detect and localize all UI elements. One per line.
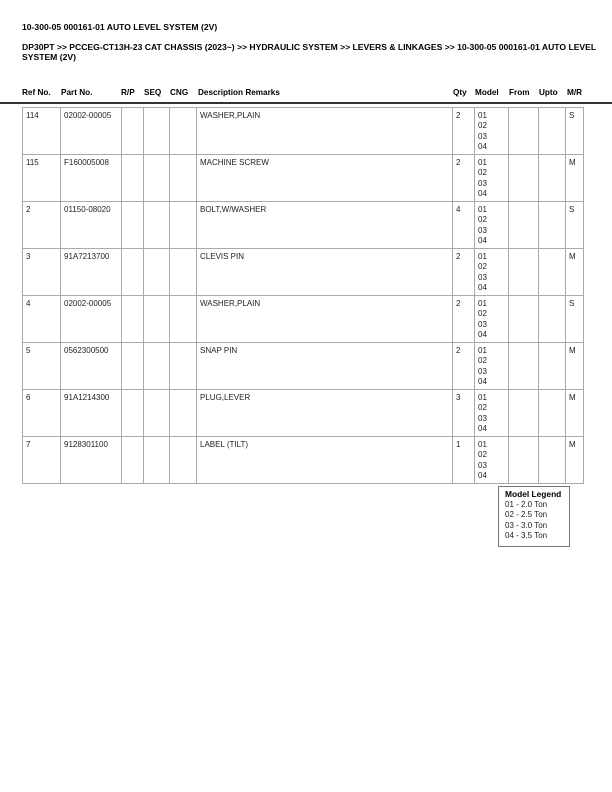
model-code: 01 xyxy=(478,299,487,308)
model-code: 03 xyxy=(478,178,487,188)
cell-model xyxy=(475,296,509,343)
cell-part-no: F160005008 xyxy=(61,155,122,202)
cell-cng xyxy=(170,249,197,296)
model-code: 03 xyxy=(478,131,487,141)
cell-cng xyxy=(170,390,197,437)
cell-description: WASHER,PLAIN xyxy=(197,108,453,155)
cell-description: MACHINE SCREW xyxy=(197,155,453,202)
col-cng: CNG xyxy=(170,88,189,97)
col-seq: SEQ xyxy=(144,88,162,97)
cell-mr: M xyxy=(566,390,584,437)
cell-from xyxy=(509,343,539,390)
cell-seq xyxy=(144,202,170,249)
cell-rp xyxy=(122,155,144,202)
table-row xyxy=(23,155,584,202)
cell-from xyxy=(509,155,539,202)
legend-item: 03 - 3.0 Ton xyxy=(505,520,548,530)
col-model: Model xyxy=(475,88,499,97)
col-qty: Qty xyxy=(453,88,467,97)
table-row xyxy=(23,249,584,296)
col-from: From xyxy=(509,88,530,97)
cell-rp xyxy=(122,390,144,437)
cell-upto xyxy=(539,249,566,296)
cell-description: SNAP PIN xyxy=(197,343,453,390)
cell-ref-no: 3 xyxy=(23,249,61,296)
cell-model xyxy=(475,249,509,296)
cell-qty: 2 xyxy=(453,155,475,202)
parts-table xyxy=(22,107,584,484)
page-title: 10-300-05 000161-01 AUTO LEVEL SYSTEM (2V) xyxy=(22,22,218,32)
cell-cng xyxy=(170,155,197,202)
cell-upto xyxy=(539,343,566,390)
cell-upto xyxy=(539,390,566,437)
model-code: 03 xyxy=(478,413,487,423)
cell-rp xyxy=(122,437,144,484)
model-code: 01 xyxy=(478,440,487,449)
col-upto: Upto xyxy=(539,88,558,97)
model-code: 02 xyxy=(478,450,487,460)
cell-part-no: 02002-00005 xyxy=(61,108,122,155)
cell-rp xyxy=(122,249,144,296)
cell-seq xyxy=(144,108,170,155)
model-code: 03 xyxy=(478,319,487,329)
cell-model xyxy=(475,202,509,249)
model-code: 04 xyxy=(478,188,487,198)
cell-rp xyxy=(122,202,144,249)
cell-ref-no: 6 xyxy=(23,390,61,437)
cell-cng xyxy=(170,437,197,484)
model-code: 03 xyxy=(478,366,487,376)
table-row xyxy=(23,296,584,343)
col-ref-no: Ref No. xyxy=(22,88,51,97)
model-code: 04 xyxy=(478,235,487,245)
model-code: 02 xyxy=(478,309,487,319)
model-code: 01 xyxy=(478,252,487,261)
header-divider xyxy=(0,102,612,104)
model-code: 04 xyxy=(478,470,487,480)
cell-qty: 2 xyxy=(453,249,475,296)
cell-ref-no: 5 xyxy=(23,343,61,390)
model-code: 02 xyxy=(478,168,487,178)
cell-ref-no: 4 xyxy=(23,296,61,343)
model-code: 04 xyxy=(478,329,487,339)
cell-qty: 4 xyxy=(453,202,475,249)
col-description: Description Remarks xyxy=(198,88,280,97)
cell-ref-no: 114 xyxy=(23,108,61,155)
cell-mr: S xyxy=(566,108,584,155)
cell-from xyxy=(509,108,539,155)
cell-from xyxy=(509,390,539,437)
cell-model xyxy=(475,390,509,437)
model-code: 01 xyxy=(478,158,487,167)
col-mr: M/R xyxy=(567,88,583,97)
model-code: 01 xyxy=(478,393,487,402)
cell-qty: 2 xyxy=(453,108,475,155)
cell-seq xyxy=(144,390,170,437)
model-code: 02 xyxy=(478,121,487,131)
cell-mr: S xyxy=(566,296,584,343)
legend-item: 01 - 2.0 Ton xyxy=(505,500,548,510)
cell-description: CLEVIS PIN xyxy=(197,249,453,296)
cell-part-no: 02002-00005 xyxy=(61,296,122,343)
cell-mr: S xyxy=(566,202,584,249)
cell-ref-no: 115 xyxy=(23,155,61,202)
cell-cng xyxy=(170,296,197,343)
cell-ref-no: 7 xyxy=(23,437,61,484)
cell-seq xyxy=(144,249,170,296)
cell-part-no: 91A1214300 xyxy=(61,390,122,437)
cell-mr: M xyxy=(566,155,584,202)
breadcrumb: DP30PT >> PCCEG-CT13H-23 CAT CHASSIS (2023~) >> HYDRAULIC SYSTEM >> LEVERS & LINKAGES >> 10-300-05 000161-01 AUTO LEVEL SYSTEM (2V) xyxy=(22,42,596,62)
table-row xyxy=(23,202,584,249)
cell-upto xyxy=(539,202,566,249)
cell-description: WASHER,PLAIN xyxy=(197,296,453,343)
cell-part-no: 91A7213700 xyxy=(61,249,122,296)
cell-seq xyxy=(144,437,170,484)
cell-rp xyxy=(122,343,144,390)
cell-cng xyxy=(170,343,197,390)
model-code: 03 xyxy=(478,225,487,235)
model-code: 04 xyxy=(478,141,487,151)
col-part-no: Part No. xyxy=(61,88,93,97)
cell-upto xyxy=(539,296,566,343)
cell-from xyxy=(509,249,539,296)
cell-from xyxy=(509,202,539,249)
cell-rp xyxy=(122,296,144,343)
cell-model xyxy=(475,108,509,155)
cell-cng xyxy=(170,108,197,155)
model-legend xyxy=(498,486,570,547)
model-code: 03 xyxy=(478,460,487,470)
model-code: 04 xyxy=(478,282,487,292)
cell-mr: M xyxy=(566,343,584,390)
cell-qty: 1 xyxy=(453,437,475,484)
cell-mr: M xyxy=(566,249,584,296)
model-code: 04 xyxy=(478,423,487,433)
cell-from xyxy=(509,296,539,343)
legend-item: 02 - 2.5 Ton xyxy=(505,510,548,520)
cell-ref-no: 2 xyxy=(23,202,61,249)
legend-item: 04 - 3.5 Ton xyxy=(505,530,548,540)
model-code: 01 xyxy=(478,346,487,355)
cell-description: PLUG,LEVER xyxy=(197,390,453,437)
cell-description: BOLT,W/WASHER xyxy=(197,202,453,249)
cell-upto xyxy=(539,155,566,202)
col-rp: R/P xyxy=(121,88,135,97)
cell-qty: 2 xyxy=(453,343,475,390)
cell-seq xyxy=(144,155,170,202)
model-code: 02 xyxy=(478,215,487,225)
table-header xyxy=(0,88,612,103)
cell-model xyxy=(475,343,509,390)
cell-qty: 3 xyxy=(453,390,475,437)
cell-upto xyxy=(539,108,566,155)
cell-upto xyxy=(539,437,566,484)
cell-part-no: 9128301100 xyxy=(61,437,122,484)
cell-rp xyxy=(122,108,144,155)
cell-part-no: 01150-08020 xyxy=(61,202,122,249)
cell-cng xyxy=(170,202,197,249)
cell-model xyxy=(475,155,509,202)
model-code: 04 xyxy=(478,376,487,386)
table-row xyxy=(23,437,584,484)
cell-part-no: 0562300500 xyxy=(61,343,122,390)
cell-description: LABEL (TILT) xyxy=(197,437,453,484)
model-code: 02 xyxy=(478,262,487,272)
cell-seq xyxy=(144,343,170,390)
table-row xyxy=(23,343,584,390)
cell-mr: M xyxy=(566,437,584,484)
model-code: 01 xyxy=(478,111,487,120)
model-code: 03 xyxy=(478,272,487,282)
table-row xyxy=(23,390,584,437)
cell-from xyxy=(509,437,539,484)
model-code: 02 xyxy=(478,356,487,366)
legend-title: Model Legend xyxy=(505,489,562,499)
model-code: 02 xyxy=(478,403,487,413)
cell-seq xyxy=(144,296,170,343)
table-row xyxy=(23,108,584,155)
cell-model xyxy=(475,437,509,484)
model-code: 01 xyxy=(478,205,487,214)
cell-qty: 2 xyxy=(453,296,475,343)
